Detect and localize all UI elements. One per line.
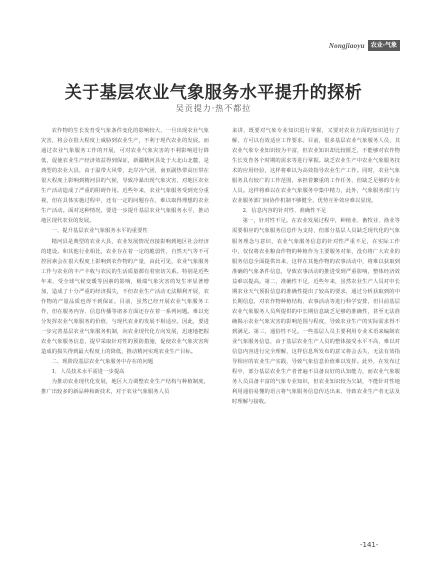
body-paragraph: 第一，针对性不足。在农业发展过程中，种植业、畜牧业、渔业等需要相应的气象服务信息作为支持，但部分基层人员缺乏现代化的气象服务理念与意识，农业气象服务信息的针对性严重不足，在实际工作中，仅仅将农业粮食作物的种植作为主要服务对象，没有将广大农业的服务信息全面提供出来，这样在其他作物的农事活动中，将难以获取到准确的气象条件信息，导致农事活动的推进受到严重影响，整体经济效益难以提高。第二，准确性不足，近些年来，虽然农业生产人员对中长期农业天气预报信息的准确性提出了较高的要求，通过分析获取到的中长期信息，对农作物种植结构、农事活动等进行科学安排，但目前基层农业气象服务人员所提供的中长期信息缺乏足够的准确性，甚至无法准确揭示农业气象灾害的影响范围与程度，导致农业生产的实际需求得不到满足。第三，通俗性不足。一些基层人员主要利用专业术语来编制农业气象服务信息，由于基层农业生产人员的整体接受水平不高，难以对信息内容进行完全理解，这样信息所发布的意义将会丢失，无法有效指导相应的农业生产实践，导致气象信息价值难以发挥。此外，在发布过程中，部分基层农业生产者普遍不具备良好的认知能力，而农业气象服务人员具备丰富的气象专业知识，但农业知识较为欠缺，不能针对性地利用通俗易懂的语言将气象服务信息传达出来，导致农业生产者无法及时理解与接收。 [232,218,400,406]
section-heading: 二、现阶段基层农业气象服务中存在的问题 [51,359,154,366]
page-number: -141- [360,541,379,549]
journal-name-en: Nongjiaoyu [328,41,365,50]
body-paragraph: 为推动农业现代化发展，地区大力调整农业生产结构与种植制度，推广出较多的新品种和新技术，对于农业气象服务人员 [41,379,209,396]
journal-header [292,40,400,51]
article-authors: 吴贡提力·热不都拉 [175,104,252,113]
section-tag: 农业·气象 [368,40,400,51]
body-paragraph: 精河县是典型的农业大县，农业发展情况直接影响到地区社会经济的建设。和其他行业相比，农业存在着一定的脆弱性，自然天气等不可控因素会在很大程度上影响到农作物的产量，由此可见，农业气象服务工作与农业的丰产丰收与农民的生活质量都有着密切关系。特别是近些年来，受全球气候变暖等因素的影响，极端气象灾害的发生率显著增加，造成了十分严重的经济损失，不但农业生产活动无法顺利开展，农作物的产量品质也得不到保证。目前，虽然已经开展农业气象服务工作，但在服务内容、信息传播等诸多方面还存在着一系列问题。难以充分发挥农业气象服务的价值，与现代农业的发展不相适应。因此，要进一步完善基层农业气象服务机制，向农业现代化方向发展，迅速地把握农业气象服务信息，提早采取针对性的预防措施，促使农业气象灾害所造成的损失得到最大程度上的降低，推动精河实现农业生产目标。 [41,238,209,356]
right-column [232,126,400,407]
body-paragraph: 来讲，既要对气象专业知识进行掌握，又要对农业方面的知识进行了解，方可以有效适应工作要求。目前，很多基层农业气象服务人员，其农业气象专业知识较为丰富，但农业知识却比较匮乏，不能够对农作物生长发育各个时期的需求等进行掌握。缺乏农业生产中农业气象服务技术的应用经验，这样将难以为高效指导农业生产工作。同时，农业气象服务具有较广的工作范围，承担着繁重的工作任务，但缺乏足够的专业人员。这样将难以在农业气象服务中集中精力，此外，气象服务部门与农业服务部门间协作机制不够健全，优势互补效应难以显现。 [232,128,400,205]
section-heading: 1．人员技术水平需进一步提高 [51,369,125,376]
article-title: 关于基层农业气象服务水平提升的探析 [64,83,363,103]
body-paragraph: 农作物的生长发育受气象条件变化的影响较大，一旦出现农业气象灾害，将会在很大程度上威胁到农业生产，不利于现代农业的发展。而通过农业气象服务工作的开展，可对农业气象灾害的不利影响进行降低，促使农业生产经济效益得到保证，新疆精河县处于大北山北麓，是典型的农业大县，由于温带大风带，北岸冷气团，南亚副热带高压带在很大程度上影响到精河县的气候，导致冷暴出现气象灾害，对地区农业生产活动造成了严重的阻碍作用。近些年来，农业气象服务受到充分重视，但在具体实施过程中，还有一定的问题存在，难以取得理想的农业生产活动。面对这种情况，要进一步提升基层农业气象服务水平，推动地区现代农业的发展。 [41,128,209,225]
left-column [41,126,209,397]
section-heading: 一、提升基层农业气象服务水平的重要性 [51,228,148,235]
section-heading: 2．信息内容的针对性、准确性不足 [242,208,327,215]
